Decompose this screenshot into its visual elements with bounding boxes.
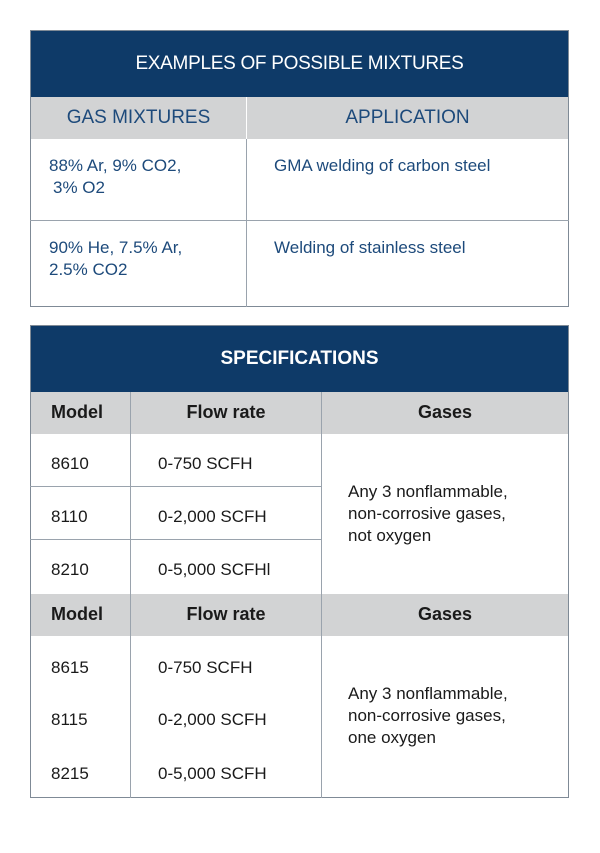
gas-mixtures-header: GAS MIXTURES [31, 97, 247, 139]
mixtures-title: EXAMPLES OF POSSIBLE MIXTURES [31, 31, 569, 97]
model-cell: 8610 [31, 434, 131, 487]
model-header: Model [31, 594, 131, 636]
application-cell: Welding of stainless steel [247, 221, 569, 307]
model-cell: 8110 [31, 487, 131, 540]
gases-header: Gases [322, 392, 569, 434]
gases-line: non-corrosive gases, [348, 503, 506, 523]
application-header: APPLICATION [247, 97, 569, 139]
flow-rate-header: Flow rate [131, 392, 322, 434]
gases-cell [322, 636, 569, 798]
gases-line: not oxygen [348, 525, 432, 545]
mixture-cell [31, 139, 247, 221]
mixture-cell [31, 221, 247, 307]
mixture-line: 3% O2 [53, 177, 105, 197]
model-cell: 8115 [51, 709, 88, 729]
table-row [31, 139, 569, 221]
model-header: Model [31, 392, 131, 434]
table-row [31, 636, 569, 690]
flow-rate-cell: 0-750 SCFH [131, 636, 322, 690]
flow-rate-header: Flow rate [131, 594, 322, 636]
gases-line: one oxygen [348, 728, 436, 748]
mixture-line: 88% Ar, 9% CO2, [49, 155, 182, 175]
model-cell: 8615 [51, 657, 89, 677]
mixture-line: 90% He, 7.5% Ar, [49, 238, 183, 257]
application-cell: GMA welding of carbon steel [247, 139, 569, 221]
flow-rate-cell: 0-5,000 SCFH [131, 744, 322, 798]
gases-line: Any 3 nonflammable, [348, 481, 508, 501]
model-cell: 8215 [51, 763, 89, 783]
specifications-table [30, 325, 569, 798]
flow-rate-cell: 0-750 SCFH [131, 434, 322, 487]
specifications-title: SPECIFICATIONS [31, 326, 569, 392]
mixtures-table [30, 30, 569, 307]
table-row [31, 221, 569, 307]
flow-rate-cell: 0-5,000 SCFHl [131, 540, 322, 594]
table-row [31, 434, 569, 487]
gases-line: non-corrosive gases, [348, 706, 506, 726]
mixture-line: 2.5% CO2 [49, 260, 128, 279]
gases-line: Any 3 nonflammable, [348, 684, 508, 704]
flow-rate-cell: 0-2,000 SCFH [131, 487, 322, 540]
flow-rate-cell: 0-2,000 SCFH [131, 690, 322, 744]
gases-cell [322, 434, 569, 594]
model-cell: 8210 [51, 560, 89, 579]
gases-header: Gases [322, 594, 569, 636]
